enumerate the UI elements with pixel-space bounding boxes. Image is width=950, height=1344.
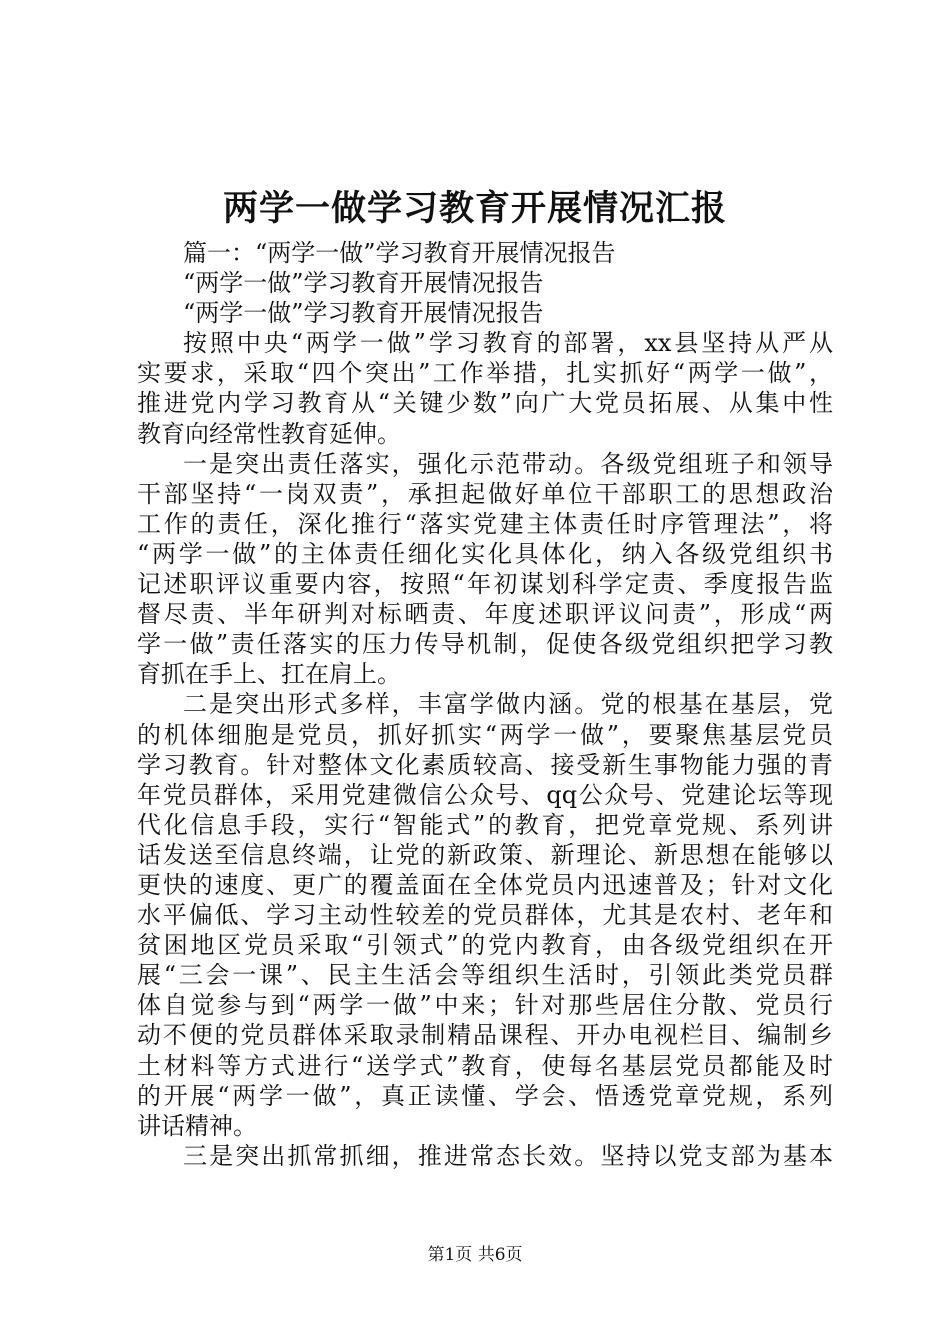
text-line: 干部坚持“一岗双责”，承担起做好单位干部职工的思想政治	[137, 479, 833, 508]
text-line: 实要求，采取“四个突出”工作举措，扎实抓好“两学一做”，	[137, 359, 833, 388]
text-line: 代化信息手段，实行“智能式”的教育，把党章党规、系列讲	[137, 810, 833, 839]
text-line: 工作的责任，深化推行“落实党建主体责任时序管理法”，将	[137, 509, 833, 538]
text-line: 教育向经常性教育延伸。	[137, 419, 401, 448]
document-body	[137, 238, 833, 1171]
text-line: 讲话精神。	[137, 1111, 257, 1140]
text-line: 的开展“两学一做”，真正读懂、学会、悟透党章党规，系列	[137, 1081, 833, 1110]
text-line: 篇一：“两学一做”学习教育开展情况报告	[183, 239, 616, 267]
text-line: 话发送至信息终端，让党的新政策、新理论、新思想在能够以	[137, 840, 833, 869]
text-line: “两学一做”的主体责任细化实化具体化，纳入各级党组织书	[137, 539, 833, 568]
text-line: 更快的速度、更广的覆盖面在全体党员内迅速普及；针对文化	[137, 870, 833, 899]
text-line: 贫困地区党员采取“引领式”的党内教育，由各级党组织在开	[137, 931, 833, 960]
text-line: “两学一做”学习教育开展情况报告	[183, 269, 544, 298]
document-title: 两学一做学习教育开展情况汇报	[222, 188, 727, 229]
text-line: “两学一做”学习教育开展情况报告	[183, 299, 544, 328]
text-line: 体自觉参与到“两学一做”中来；针对那些居住分散、党员行	[137, 991, 833, 1020]
text-line: 推进党内学习教育从“关键少数”向广大党员拓展、从集中性	[137, 389, 833, 418]
text-line: 二是突出形式多样，丰富学做内涵。党的根基在基层，党	[183, 690, 833, 719]
text-line: 育抓在手上、扛在肩上。	[137, 660, 401, 689]
text-line: 学一做”责任落实的压力传导机制，促使各级党组织把学习教	[137, 630, 833, 659]
text-line: 展“三会一课”、民主生活会等组织生活时，引领此类党员群	[137, 961, 833, 990]
text-line: 土材料等方式进行“送学式”教育，使每名基层党员都能及时	[137, 1051, 833, 1080]
text-line: 水平偏低、学习主动性较差的党员群体，尤其是农村、老年和	[137, 901, 833, 930]
text-line: 督尽责、半年研判对标晒责、年度述职评议问责”，形成“两	[137, 600, 833, 629]
text-line: 学习教育。针对整体文化素质较高、接受新生事物能力强的青	[137, 750, 833, 779]
text-line: 三是突出抓常抓细，推进常态长效。坚持以党支部为基本	[183, 1141, 833, 1170]
text-line: 的机体细胞是党员，抓好抓实“两学一做”，要聚焦基层党员	[137, 720, 833, 749]
text-line: 记述职评议重要内容，按照“年初谋划科学定责、季度报告监	[137, 570, 833, 599]
text-line: 按照中央“两学一做”学习教育的部署，xx县坚持从严从	[183, 329, 833, 358]
text-line: 年党员群体，采用党建微信公众号、qq公众号、党建论坛等现	[137, 780, 833, 809]
text-line: 一是突出责任落实，强化示范带动。各级党组班子和领导	[183, 449, 833, 478]
text-line: 动不便的党员群体采取录制精品课程、开办电视栏目、编制乡	[137, 1021, 833, 1050]
page-footer: 第1页 共6页	[427, 1245, 523, 1265]
